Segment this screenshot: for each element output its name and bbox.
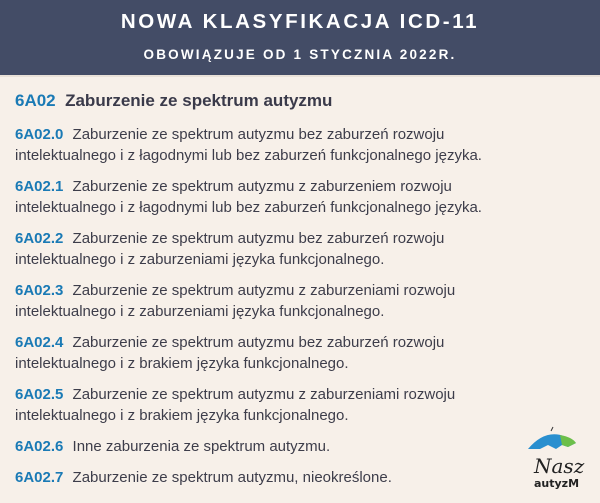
- main-heading: [15, 90, 575, 112]
- list-item: [15, 436, 575, 457]
- entry-text: Zaburzenie ze spektrum autyzmu z zaburzeniem rozwoju: [72, 178, 452, 195]
- page-title: NOWA KLASYFIKACJA ICD-11: [120, 10, 480, 33]
- entry-code: 6A02.2: [15, 230, 64, 247]
- main-code: 6A02: [15, 91, 56, 110]
- entry-text: Zaburzenie ze spektrum autyzmu z zaburzeniami rozwoju: [72, 282, 456, 299]
- list-item: [15, 228, 575, 270]
- entry-text: Zaburzenie ze spektrum autyzmu, nieokreślone.: [72, 469, 392, 486]
- entry-code: 6A02.6: [15, 438, 64, 455]
- svg-text:Nasz: Nasz: [534, 454, 585, 478]
- entry-text: intelektualnego i z brakiem języka funkcjonalnego.: [15, 407, 349, 424]
- entry-code: 6A02.4: [15, 334, 64, 351]
- entry-text: Zaburzenie ze spektrum autyzmu z zaburzeniami rozwoju: [72, 386, 456, 403]
- entry-text: Zaburzenie ze spektrum autyzmu bez zaburzeń rozwoju: [72, 230, 445, 247]
- main-title: Zaburzenie ze spektrum autyzmu: [65, 91, 333, 110]
- entry-text: intelektualnego i z zaburzeniami języka funkcjonalnego.: [15, 303, 385, 320]
- entry-text: intelektualnego i z zaburzeniami języka funkcjonalnego.: [15, 251, 385, 268]
- umbrella-icon: [520, 425, 590, 495]
- entry-code: 6A02.1: [15, 178, 64, 195]
- entry-text: Inne zaburzenia ze spektrum autyzmu.: [72, 438, 331, 455]
- entry-text: Zaburzenie ze spektrum autyzmu bez zaburzeń rozwoju: [72, 334, 445, 351]
- page-subtitle: OBOWIĄZUJE OD 1 STYCZNIA 2022R.: [143, 47, 457, 62]
- header-banner: [0, 0, 600, 77]
- svg-text:autyzM: autyzM: [534, 477, 580, 490]
- nasz-autyzm-logo: [520, 425, 590, 495]
- entry-code: 6A02.5: [15, 386, 64, 403]
- entry-text: intelektualnego i z łagodnymi lub bez zaburzeń funkcjonalnego języka.: [15, 199, 482, 216]
- list-item: [15, 467, 575, 488]
- list-item: [15, 124, 575, 166]
- list-item: [15, 384, 575, 426]
- entry-code: 6A02.7: [15, 469, 64, 486]
- entry-text: intelektualnego i z brakiem języka funkcjonalnego.: [15, 355, 349, 372]
- entry-code: 6A02.3: [15, 282, 64, 299]
- list-item: [15, 280, 575, 322]
- classification-list: [15, 90, 575, 498]
- list-item: [15, 332, 575, 374]
- entry-code: 6A02.0: [15, 126, 64, 143]
- list-item: [15, 176, 575, 218]
- entry-text: intelektualnego i z łagodnymi lub bez zaburzeń funkcjonalnego języka.: [15, 147, 482, 164]
- entry-text: Zaburzenie ze spektrum autyzmu bez zaburzeń rozwoju: [72, 126, 445, 143]
